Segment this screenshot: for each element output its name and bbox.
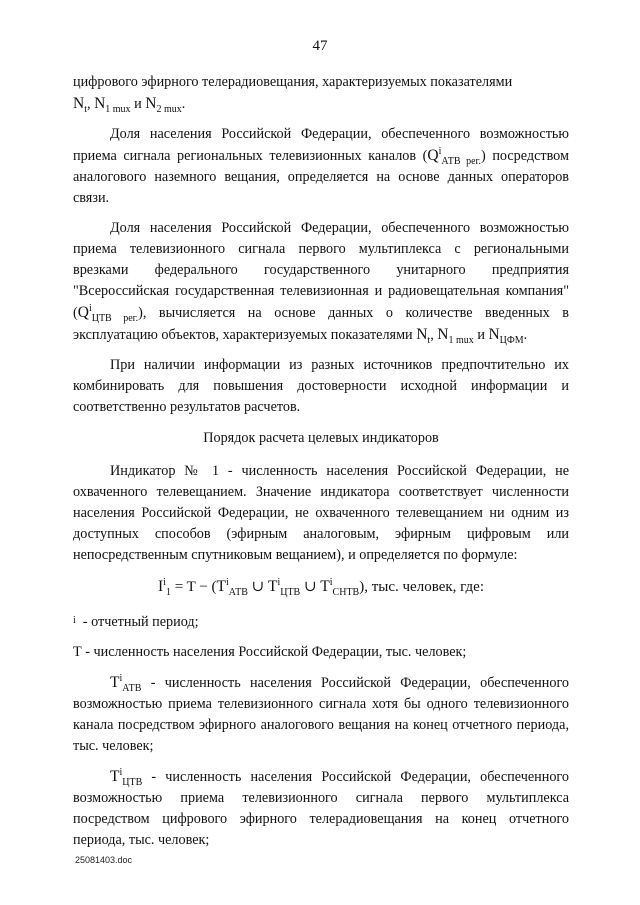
symbol-Q-atb-reg: $Q^i_{АТВ рег.}$ <box>427 145 481 168</box>
file-name-footer: 25081403.doc <box>75 855 133 865</box>
paragraph-2: Доля населения Российской Федерации, обеспеченного возможностью приема телевизионного сигнала первого мультиплекса с региональными врезками федерального государственного унитарного предприятия "Всероссийская государственная телевизионная и радиовещательная компания" $(Q^i_{ЦТВ рег.})$, вычисляется на основе данных о количестве введенных в эксплуатацию объектов, характеризуемых показателями $N_t$, $N_{1 mux}$ и $N_{ЦФМ}$. <box>73 220 569 347</box>
paragraph-0: цифрового эфирного телерадиовещания, характеризуемых показателями $N_t$, $N_{1 mux}$ и $N_{2 mux}$. <box>73 74 513 116</box>
paragraph-4: Индикатор № 1 - численность населения Российской Федерации, не охваченного телевещанием. Значение индикатора соответствует численности населения Российской Федерации, не охваченного телевещанием ни одним из доступных способов (эфирным аналоговым, эфирным цифровым или непосредственным спутниковым вещанием), и определяется по формуле: <box>73 463 569 563</box>
formula: $I^i_1 = T - (T^i_{АТВ}$ ∪ $T^i_{ЦТВ}$ ∪ $T^i_{СНТВ}$), тыс. человек, где: <box>157 576 484 599</box>
definition-T: Т - численность населения Российской Федерации, тыс. человек; <box>73 644 467 660</box>
definition-T-ctb: $T^i_{ЦТВ}$ - численность населения Российской Федерации, обеспеченного возможностью приема телевизионного сигнала первого мультиплекса посредством цифрового эфирного телерадиовещания на конец отчетного периода, тыс. человек; <box>73 766 569 848</box>
symbol-N-cfm: $N_{ЦФМ}$ <box>488 326 524 347</box>
paragraph-1: Доля населения Российской Федерации, обеспеченного возможностью приема сигнала региональных телевизионных каналов $(Q^i_{АТВ рег.})$ посредством аналогового наземного вещания, определяется на основе данных операторов связи. <box>73 126 569 206</box>
symbol-N-t-2: $N_t$ <box>416 326 431 347</box>
paragraph-3: При наличии информации из разных источников предпочтительно их комбинировать для повышения достоверности исходной информации и соответственно результатов расчетов. <box>73 357 569 415</box>
document-body <box>73 72 569 860</box>
symbol-Q-ctb-reg: $Q^i_{ЦТВ рег.}$ <box>77 302 139 325</box>
symbol-N-2mux: $N_{2 mux}$ <box>145 95 182 116</box>
definition-i: $^i$ - отчетный период; <box>73 614 199 630</box>
definition-T-atb: $T^i_{АТВ}$ - численность населения Российской Федерации, обеспеченного возможностью приема телевизионного сигнала хотя бы одного телевизионного канала посредством эфирного аналогового вещания на конец отчетного периода, тыс. человек; <box>73 672 570 754</box>
section-heading: Порядок расчета целевых индикаторов <box>203 430 439 446</box>
symbol-N-1mux: $N_{1 mux}$ <box>94 95 131 116</box>
page-number: 47 <box>312 38 328 54</box>
symbol-N-1mux-2: $N_{1 mux}$ <box>437 326 474 347</box>
symbol-N-t: $N_t$ <box>73 95 87 116</box>
